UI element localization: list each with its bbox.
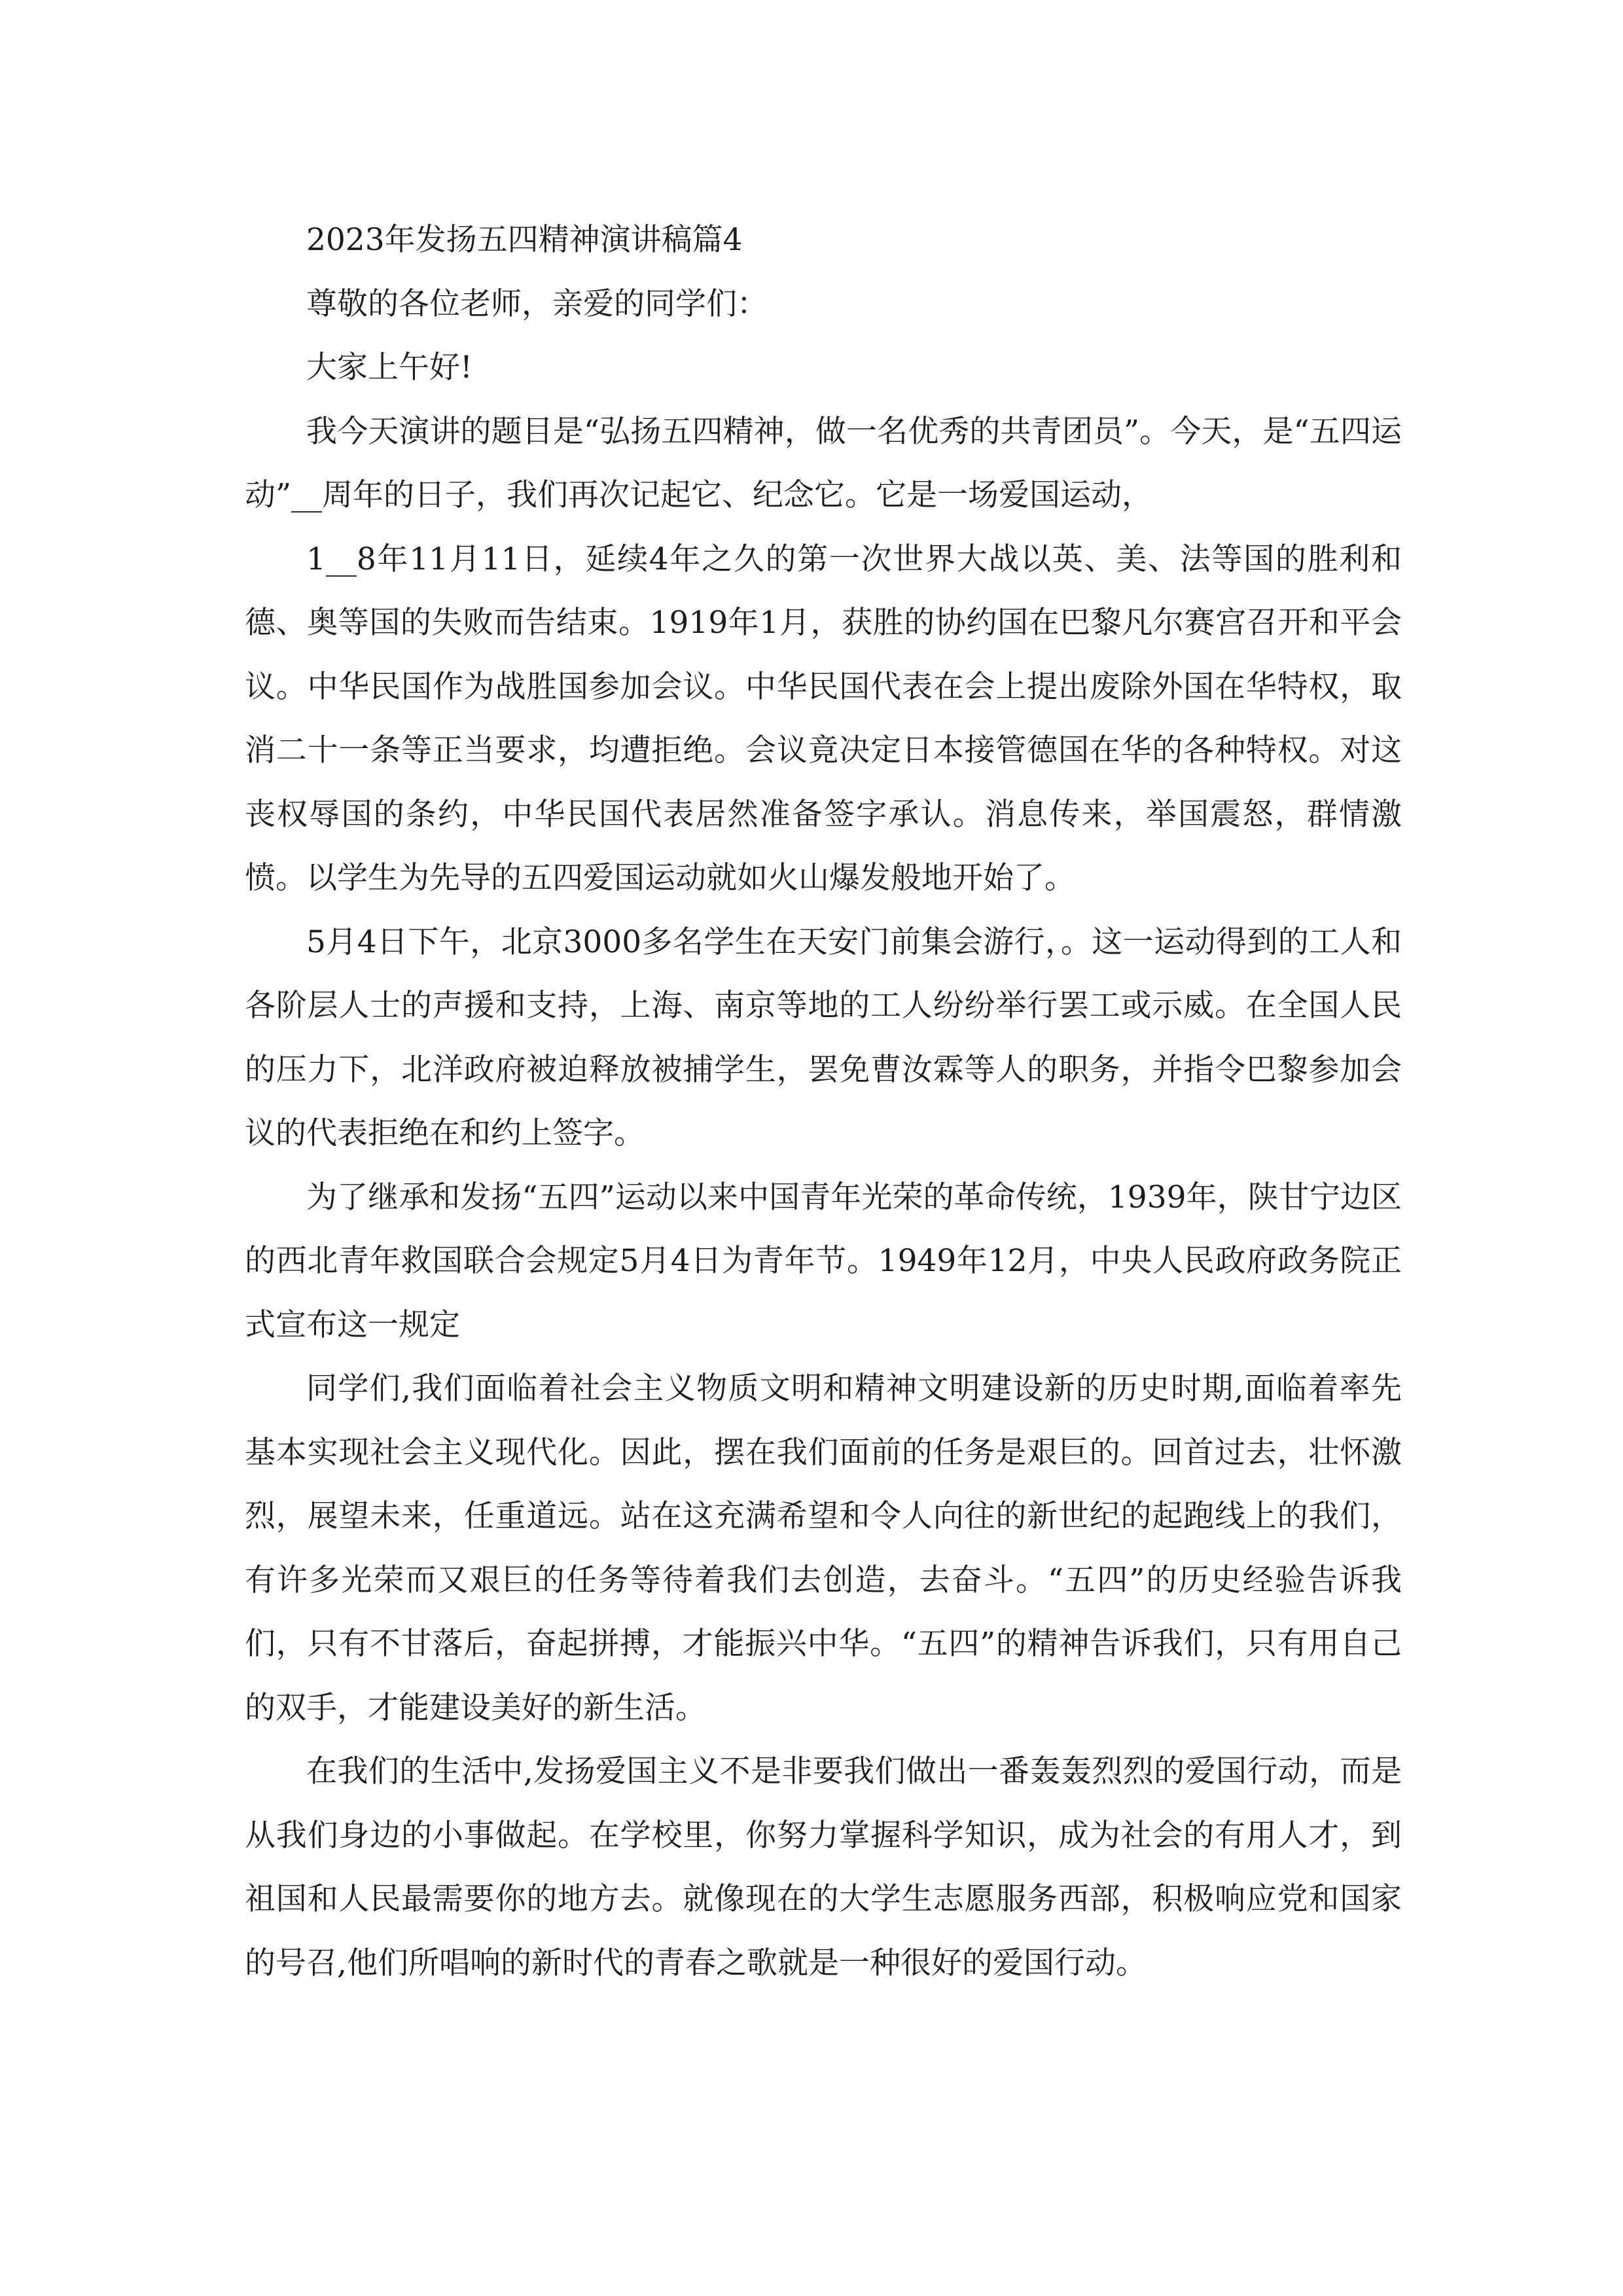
paragraph-history: 1__8年11月11日，延续4年之久的第一次世界大战以英、美、法等国的胜利和德、奥等国的失败而告结束。1919年1月，获胜的协约国在巴黎凡尔赛宫召开和平会议。中华民国作为战胜国参加会议。中华民国代表在会上提出废除外国在华特权，取消二十一条等正当要求，均遭拒绝。会议竟决定日本接管德国在华的各种特权。对这丧权辱国的条约，中华民国代表居然准备签字承认。消息传来，举国震怒，群情激愤。以学生为先导的五四爱国运动就如火山爆发般地开始了。: [245, 541, 1402, 896]
paragraph-classmates: 同学们,我们面临着社会主义物质文明和精神文明建设新的历史时期,面临着率先基本实现社会主义现代化。因此，摆在我们面前的任务是艰巨的。回首过去，壮怀激烈，展望未来，任重道远。站在这充满希望和令人向往的新世纪的起跑线上的我们，有许多光荣而又艰巨的任务等待着我们去创造，去奋斗。“五四”的历史经验告诉我们，只有不甘落后，奋起拼搏，才能振兴中华。“五四”的精神告诉我们，只有用自己的双手，才能建设美好的新生活。: [245, 1371, 1402, 1726]
document-body: [245, 208, 1402, 1995]
paragraph-may-fourth: 5月4日下午，北京3000多名学生在天安门前集会游行，。这一运动得到的工人和各阶层人士的声援和支持，上海、南京等地的工人纷纷举行罢工或示威。在全国人民的压力下，北洋政府被迫释放被捕学生，罢免曹汝霖等人的职务，并指令巴黎参加会议的代表拒绝在和约上签字。: [245, 924, 1402, 1151]
paragraph-topic: 我今天演讲的题目是“弘扬五四精神，做一名优秀的共青团员”。今天，是“五四运动”__周年的日子，我们再次记起它、纪念它。它是一场爱国运动，: [245, 413, 1402, 513]
document-title: 2023年发扬五四精神演讲稿篇4: [306, 222, 743, 258]
greeting: 大家上午好!: [306, 350, 473, 386]
salutation: 尊敬的各位老师，亲爱的同学们：: [306, 285, 768, 322]
paragraph-patriotism: 在我们的生活中,发扬爱国主义不是非要我们做出一番轰轰烈烈的爱国行动，而是从我们身边的小事做起。在学校里，你努力掌握科学知识，成为社会的有用人才，到祖国和人民最需要你的地方去。就像现在的大学生志愿服务西部，积极响应党和国家的号召,他们所唱响的新时代的青春之歌就是一种很好的爱国行动。: [245, 1753, 1402, 1981]
paragraph-youth-day: 为了继承和发扬“五四”运动以来中国青年光荣的革命传统，1939年，陕甘宁边区的西北青年救国联合会规定5月4日为青年节。1949年12月，中央人民政府政务院正式宣布这一规定: [245, 1179, 1402, 1343]
